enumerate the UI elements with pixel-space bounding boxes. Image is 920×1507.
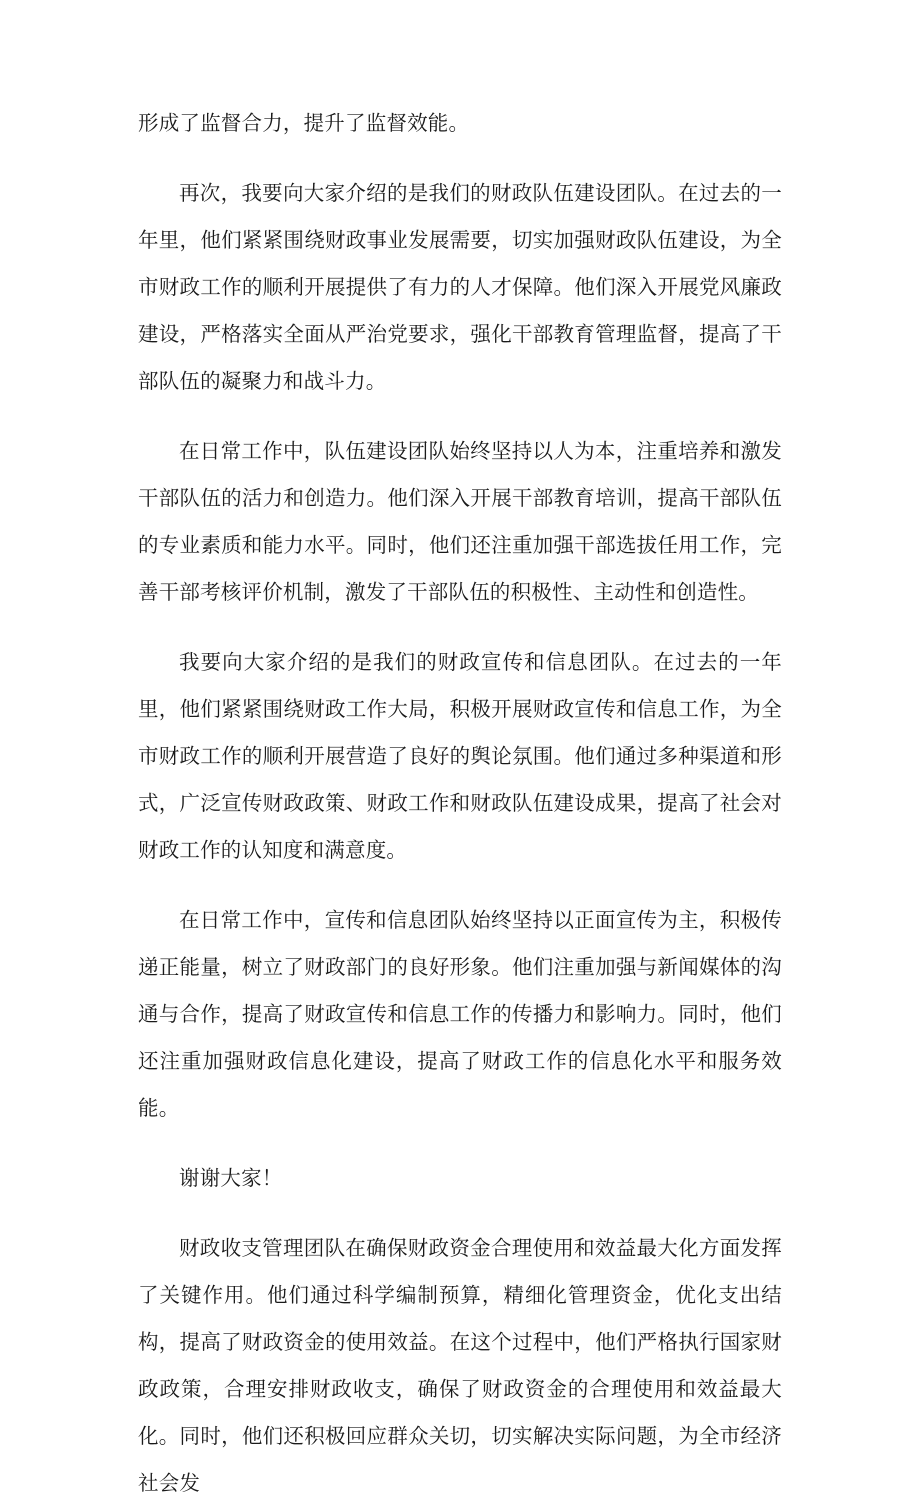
document-body	[138, 100, 782, 1507]
paragraph-4: 我要向大家介绍的是我们的财政宣传和信息团队。在过去的一年里，他们紧紧围绕财政工作大局，积极开展财政宣传和信息工作，为全市财政工作的顺利开展营造了良好的舆论氛围。他们通过多种渠道和形式，广泛宣传财政政策、财政工作和财政队伍建设成果，提高了社会对财政工作的认知度和满意度。	[138, 650, 782, 862]
paragraph-1: 形成了监督合力，提升了监督效能。	[138, 111, 470, 135]
paragraph-6-closing: 谢谢大家！	[179, 1166, 283, 1190]
paragraph-2: 再次，我要向大家介绍的是我们的财政队伍建设团队。在过去的一年里，他们紧紧围绕财政事业发展需要，切实加强财政队伍建设，为全市财政工作的顺利开展提供了有力的人才保障。他们深入开展党风廉政建设，严格落实全面从严治党要求，强化干部教育管理监督，提高了干部队伍的凝聚力和战斗力。	[138, 181, 782, 393]
paragraph-7: 财政收支管理团队在确保财政资金合理使用和效益最大化方面发挥了关键作用。他们通过科学编制预算，精细化管理资金，优化支出结构，提高了财政资金的使用效益。在这个过程中，他们严格执行国家财政政策，合理安排财政收支，确保了财政资金的合理使用和效益最大化。同时，他们还积极回应群众关切，切实解决实际问题，为全市经济社会发	[138, 1236, 782, 1495]
paragraph-3: 在日常工作中，队伍建设团队始终坚持以人为本，注重培养和激发干部队伍的活力和创造力。他们深入开展干部教育培训，提高干部队伍的专业素质和能力水平。同时，他们还注重加强干部选拔任用工作，完善干部考核评价机制，激发了干部队伍的积极性、主动性和创造性。	[138, 439, 782, 604]
paragraph-5: 在日常工作中，宣传和信息团队始终坚持以正面宣传为主，积极传递正能量，树立了财政部门的良好形象。他们注重加强与新闻媒体的沟通与合作，提高了财政宣传和信息工作的传播力和影响力。同时，他们还注重加强财政信息化建设，提高了财政工作的信息化水平和服务效能。	[138, 908, 782, 1120]
